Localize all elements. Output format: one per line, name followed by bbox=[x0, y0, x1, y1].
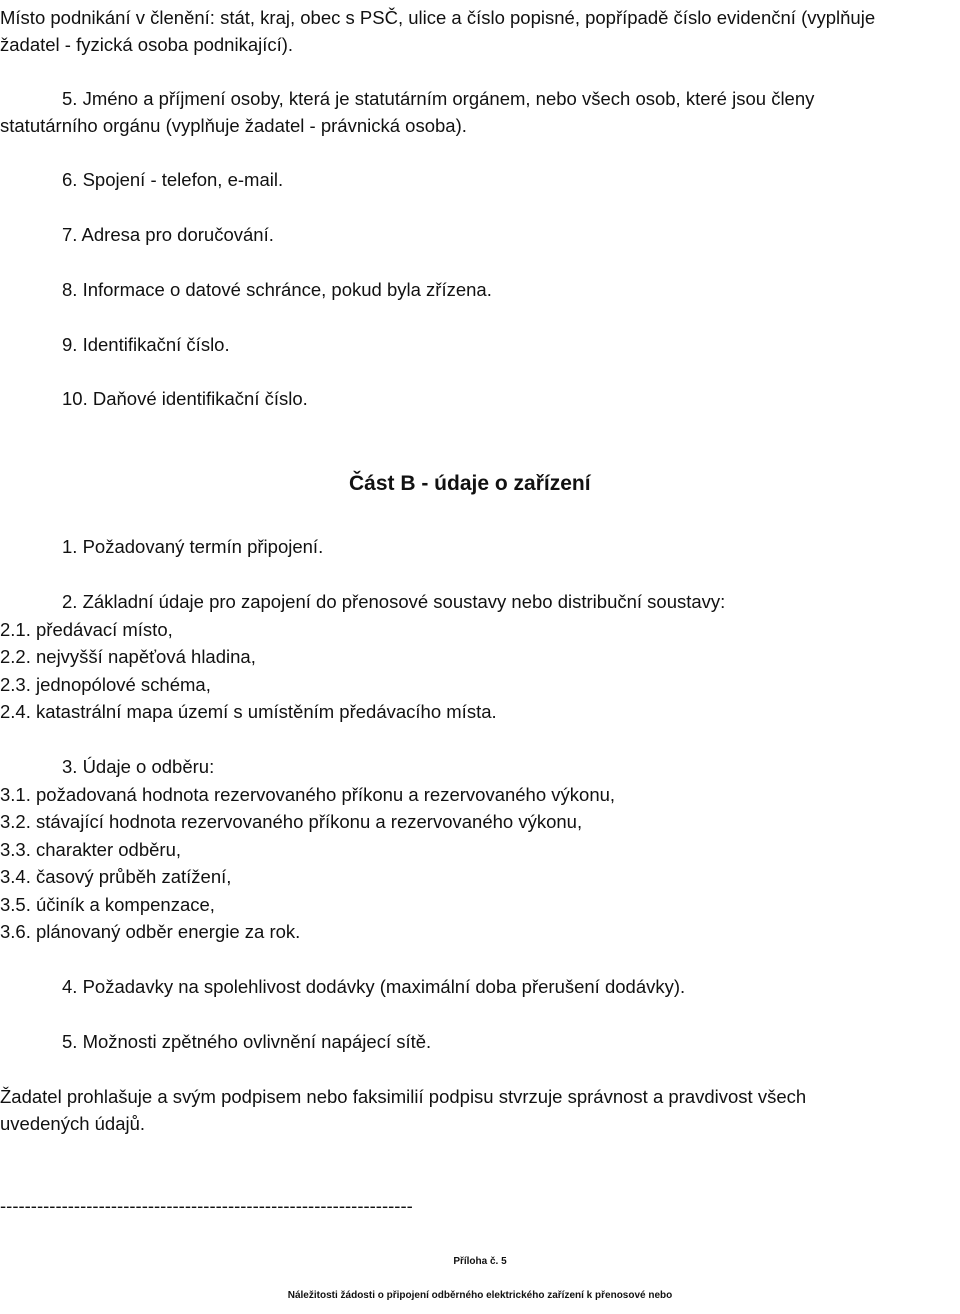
item-5-line-1: 5. Jméno a příjmení osoby, která je statutárním orgánem, nebo všech osob, které jsou členy bbox=[62, 88, 815, 109]
item-10: 10. Daňové identifikační číslo. bbox=[62, 388, 308, 409]
declaration-line-2: uvedených údajů. bbox=[0, 1113, 146, 1134]
item-5-line-2: statutárního orgánu (vyplňuje žadatel - právnická osoba). bbox=[0, 115, 467, 136]
declaration-line-1: Žadatel prohlašuje a svým podpisem nebo faksimilií podpisu stvrzuje správnost a pravdivost všech bbox=[0, 1086, 807, 1107]
list-item: 3.4. časový průběh zatížení, bbox=[0, 866, 232, 887]
part-b-heading: Část B - údaje o zařízení bbox=[349, 472, 591, 495]
part-b-item-5: 5. Možnosti zpětného ovlivnění napájecí sítě. bbox=[62, 1031, 432, 1052]
list-item: 2.3. jednopólové schéma, bbox=[0, 674, 211, 695]
intro-line-1: Místo podnikání v členění: stát, kraj, obec s PSČ, ulice a číslo popisné, popřípadě číslo evidenční (vyplňuje bbox=[0, 7, 876, 28]
part-b-item-3: 3. Údaje o odběru: bbox=[62, 756, 215, 777]
list-item: 2.4. katastrální mapa území s umístěním předávacího místa. bbox=[0, 701, 497, 722]
item-9: 9. Identifikační číslo. bbox=[62, 334, 230, 355]
part-b-item-2: 2. Základní údaje pro zapojení do přenosové soustavy nebo distribuční soustavy: bbox=[62, 591, 726, 612]
list-item: 3.2. stávající hodnota rezervovaného příkonu a rezervovaného výkonu, bbox=[0, 811, 583, 832]
list-item: 2.2. nejvyšší napěťová hladina, bbox=[0, 646, 256, 667]
part-b-item-1: 1. Požadovaný termín připojení. bbox=[62, 536, 324, 557]
item-7: 7. Adresa pro doručování. bbox=[62, 224, 274, 245]
list-item: 3.5. účiník a kompenzace, bbox=[0, 894, 215, 915]
item-6: 6. Spojení - telefon, e-mail. bbox=[62, 169, 284, 190]
list-item: 3.6. plánovaný odběr energie za rok. bbox=[0, 921, 301, 942]
list-item: 3.3. charakter odběru, bbox=[0, 839, 181, 860]
part-b-item-4: 4. Požadavky na spolehlivost dodávky (maximální doba přerušení dodávky). bbox=[62, 976, 686, 997]
intro-line-2: žadatel - fyzická osoba podnikající). bbox=[0, 34, 294, 55]
appendix-subtitle: Náležitosti žádosti o připojení odběrného elektrického zařízení k přenosové nebo bbox=[287, 1290, 673, 1301]
signature-line: ------------------------------------------------------------------- bbox=[0, 1195, 413, 1216]
list-item: 3.1. požadovaná hodnota rezervovaného příkonu a rezervovaného výkonu, bbox=[0, 784, 616, 805]
item-8: 8. Informace o datové schránce, pokud byla zřízena. bbox=[62, 279, 492, 300]
appendix-title: Příloha č. 5 bbox=[453, 1256, 507, 1267]
list-item: 2.1. předávací místo, bbox=[0, 619, 173, 640]
